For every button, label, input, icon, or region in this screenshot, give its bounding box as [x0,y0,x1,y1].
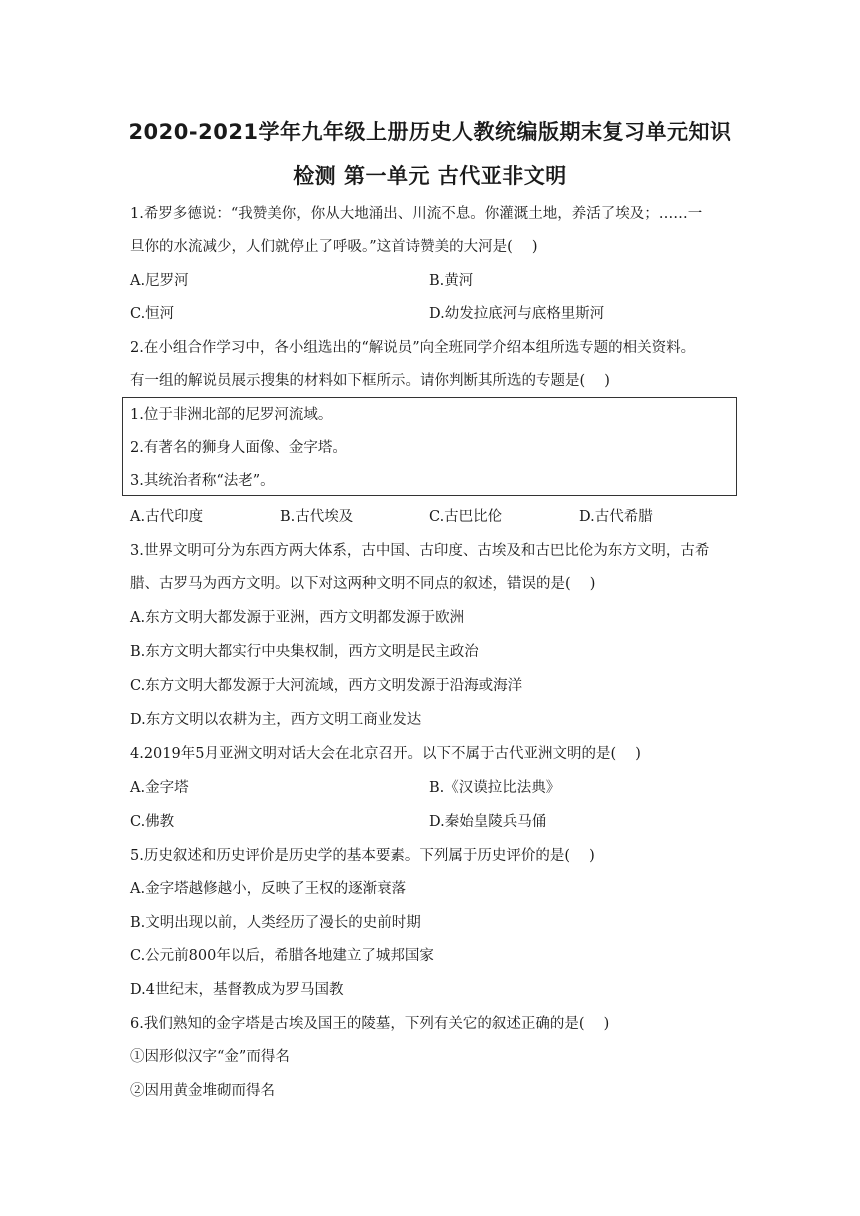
q1-option-b: B.黄河 [429,273,474,289]
q6-stem: 6.我们熟知的金字塔是古埃及国王的陵墓，下列有关它的叙述正确的是( ) [130,1016,610,1032]
page-title-line-2: 检测 第一单元 古代亚非文明 [293,164,567,188]
q1-stem-line-2: 旦你的水流减少，人们就停止了呼吸。”这首诗赞美的大河是( ) [130,239,538,255]
q2-option-a: A.古代印度 [130,509,204,525]
q5-stem: 5.历史叙述和历史评价是历史学的基本要素。下列属于历史评价的是( ) [130,848,595,864]
q2-box-item-2: 2.有著名的狮身人面像、金字塔。 [130,440,347,456]
q3-option-b: B.东方文明大都实行中央集权制，西方文明是民主政治 [130,644,479,660]
q3-option-c: C.东方文明大都发源于大河流域，西方文明发源于沿海或海洋 [130,678,523,694]
q1-option-c: C.恒河 [130,306,175,322]
q4-stem: 4.2019年5月亚洲文明对话大会在北京召开。以下不属于古代亚洲文明的是( ) [130,746,641,762]
q2-option-b: B.古代埃及 [280,509,354,525]
q2-stem-line-2: 有一组的解说员展示搜集的材料如下框所示。请你判断其所选的专题是( ) [130,373,610,389]
q2-stem-line-1: 2.在小组合作学习中，各小组选出的“解说员”向全班同学介绍本组所选专题的相关资料。 [130,340,696,356]
page-title-line-1: 2020-2021学年九年级上册历史人教统编版期末复习单元知识 [128,120,732,144]
q2-option-d: D.古代希腊 [579,509,653,525]
q3-stem-line-1: 3.世界文明可分为东西方两大体系，古中国、古印度、古埃及和古巴比伦为东方文明，古希 [130,543,710,559]
q1-option-a: A.尼罗河 [130,273,189,289]
q6-item-2: ②因用黄金堆砌而得名 [130,1083,275,1099]
q6-item-1: ①因形似汉字“金”而得名 [130,1049,290,1065]
q5-option-b: B.文明出现以前，人类经历了漫长的史前时期 [130,915,421,931]
q4-option-c: C.佛教 [130,814,175,830]
q1-stem-line-1: 1.希罗多德说：“我赞美你，你从大地涌出、川流不息。你灌溉土地，养活了埃及；……一 [130,206,703,222]
q1-option-d: D.幼发拉底河与底格里斯河 [429,306,605,322]
q5-option-d: D.4世纪末，基督教成为罗马国教 [130,982,344,998]
q5-option-a: A.金字塔越修越小，反映了王权的逐渐衰落 [130,881,407,897]
q4-option-a: A.金字塔 [130,780,189,796]
q3-stem-line-2: 腊、古罗马为西方文明。以下对这两种文明不同点的叙述，错误的是( ) [130,576,596,592]
q3-option-d: D.东方文明以农耕为主，西方文明工商业发达 [130,712,422,728]
q2-option-c: C.古巴比伦 [429,509,503,525]
q2-box-item-1: 1.位于非洲北部的尼罗河流域。 [130,407,333,423]
q2-box-item-3: 3.其统治者称“法老”。 [130,473,275,489]
q5-option-c: C.公元前800年以后，希腊各地建立了城邦国家 [130,948,434,964]
q4-option-d: D.秦始皇陵兵马俑 [429,814,547,830]
q3-option-a: A.东方文明大都发源于亚洲，西方文明都发源于欧洲 [130,610,465,626]
q4-option-b: B.《汉谟拉比法典》 [429,780,561,796]
